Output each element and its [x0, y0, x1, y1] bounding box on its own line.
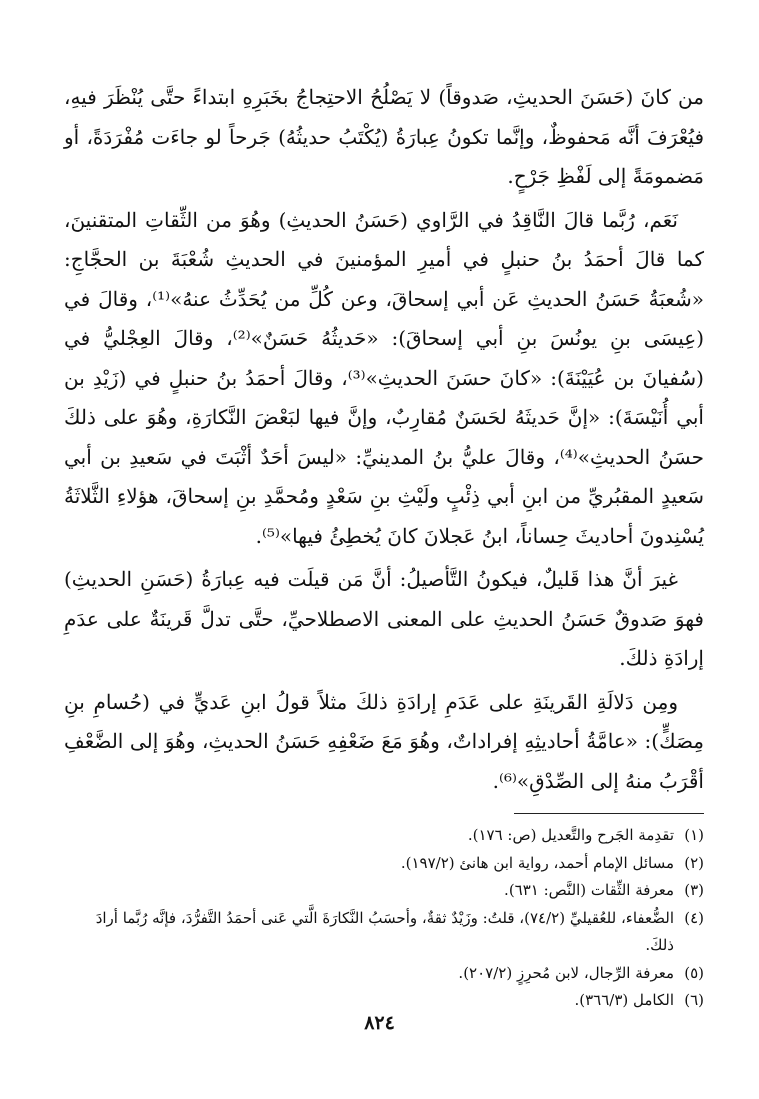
- footnote-text: معرفة الثِّقات (النَّص: ٦٣١).: [504, 881, 674, 899]
- footnote-number: (٤): [684, 908, 704, 927]
- footnote-number: (٦): [684, 991, 704, 1009]
- paragraph: من كانَ (حَسَنَ الحديثِ، صَدوقاً) لا يَصْلُحُ الاحتِجاجُ بخَبَرِهِ ابتداءً حتَّى يُنْظَرَ فيهِ، فيُعْرَفَ أنَّه مَحفوظٌ، وإنَّما تكونُ عِبارَةُ (يُكْتَبُ حديثُهُ) جَرحاً لو جاءَت مُفْرَدَةً، أو مَضمومَةً إلى لَفْظِ جَرْحٍ.: [64, 85, 704, 188]
- footnote-divider: [514, 813, 704, 814]
- paragraph: ومِن دَلالَةِ القَرينَةِ على عَدَمِ إرادَةِ ذلكَ مثلاً قولُ ابنِ عَديٍّ في (حُسامِ بنِ مِصَكٍّ): «عامَّةُ أحاديثِهِ إفراداتٌ، وهُوَ مَعَ ضَعْفِهِ حَسَنُ الحديثِ، وهُوَ إلى الضَّعْفِ أقْرَبُ منهُ إلى الصِّدْقِ»⁽⁶⁾.: [64, 689, 705, 793]
- footnote: [64, 960, 704, 988]
- footnote: [64, 987, 704, 1015]
- footnote-number: (١): [684, 826, 704, 844]
- footnote-text: الضُّعفاء، للعُقيليِّ (٧٤/٢)، قلتُ: وزَيْدٌ ثقةٌ، وأحسَبُ النَّكارَةَ الَّتي عَنى أحمَدُ التَّفرُّدَ، فإنَّه رُبَّما أرادَ ذلكَ.: [95, 908, 674, 954]
- footnote: [64, 822, 704, 850]
- footnote-text: الكامل (٣٦٦/٣).: [574, 991, 674, 1009]
- footnote-number: (٣): [684, 881, 704, 899]
- footnotes: [64, 822, 704, 1015]
- paragraph: نَعَم، رُبَّما قالَ النَّاقِدُ في الرَّاوي (حَسَنُ الحديثِ) وهُوَ من الثِّقاتِ المتقنينَ، كما قالَ أحمَدُ بنُ حنبلٍ في أميرِ المؤمنينَ في الحديثِ شُعْبَةَ بن الحجَّاجِ: «شُعبَةُ حَسَنُ الحديثِ عَن أبي إسحاقَ، وعن كُلِّ من يُحَدِّثُ عنهُ»⁽¹⁾، وقالَ في (عِيسَى بنِ يونُسَ بنِ أبي إسحاقَ): «حَديثُهُ حَسَنٌ»⁽²⁾، وقالَ العِجْليُّ في (سُفيانَ بن عُيَيْنَةَ): «كانَ حسَنَ الحديثِ»⁽³⁾، وقالَ أحمَدُ بنُ حنبلٍ في (زَيْدِ بن أبي أُنَيْسَةَ): «إنَّ حَديثَهُ لحَسَنٌ مُقارِبٌ، وإنَّ فيها لبَعْضَ النَّكارَةِ، وهُوَ على ذلكَ حسَنُ الحديثِ»⁽⁴⁾، وقالَ عليُّ بنُ المدينيِّ: «ليسَ أحَدٌ أثْبَتَ في سَعيدِ بن أبي سَعيدٍ المقبُريِّ من ابنِ أبي ذِئْبٍ ولَيْثِ بنِ سَعْدٍ ومُحمَّدِ بنِ إسحاقَ، هؤلاءِ الثَّلاثَةُ يُسْنِدونَ أحاديثَ حِساناً، ابنُ عَجلانَ كانَ يُخطِئُ فيها»⁽⁵⁾.: [64, 207, 705, 548]
- footnote: [64, 877, 704, 905]
- footnote-text: تقدِمة الجَرح والتَّعديل (ص: ١٧٦).: [467, 826, 674, 844]
- paragraph: غيرَ أنَّ هذا قَليلٌ، فيكونُ التَّأصيلُ: أنَّ مَن قيلَت فيه عِبارَةُ (حَسَنِ الحديثِ) فهوَ صَدوقٌ حَسَنُ الحديثِ على المعنى الاصطلاحيِّ، حتَّى تدلَّ قَرينَةٌ على عدَمِ إرادَةِ ذلكَ.: [64, 567, 704, 670]
- footnote-text: مسائل الإمام أحمد، رواية ابن هانئ (١٩٧/٢).: [400, 853, 674, 872]
- page-number: ٨٢٤: [364, 1012, 395, 1034]
- footnote: [64, 905, 704, 960]
- main-text: [64, 78, 704, 803]
- footnote-number: (٢): [684, 853, 704, 872]
- footnote-number: (٥): [684, 963, 704, 982]
- footnote-text: معرفة الرِّجال، لابن مُحرِزٍ (٢٠٧/٢).: [458, 963, 674, 982]
- footnote: [64, 850, 704, 878]
